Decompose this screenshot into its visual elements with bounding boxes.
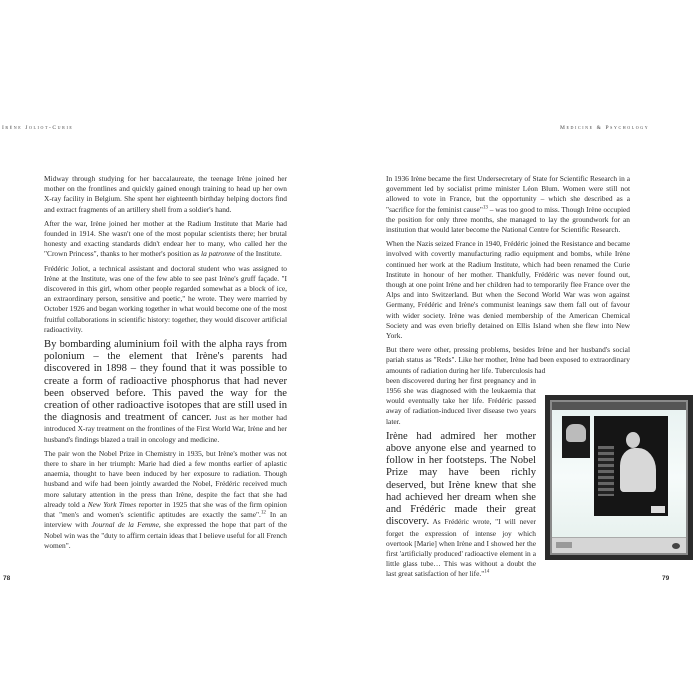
footnote-ref: 14 (484, 569, 490, 575)
lightbox-base (552, 537, 686, 553)
italic-title: New York Times (87, 499, 137, 509)
lightbox-top-bar (552, 402, 686, 410)
page-number-right: 79 (662, 575, 670, 582)
lightbox-label (556, 542, 572, 548)
paragraph-text: In an interview with (44, 510, 288, 530)
pull-quote (386, 431, 536, 580)
footnote-ref: 12 (260, 510, 266, 516)
left-page-column (44, 174, 287, 555)
figure-head-shape (626, 432, 640, 448)
paragraph (44, 449, 287, 551)
film-tag (651, 506, 665, 513)
paragraph-text: After the war, Irène joined her mother at the Radium Institute that Marie had founded in 1914. She wasn't one of the most popular scientists there; her brutal honesty and exacting standards didn't endear her to many, who called her the "Crown Princess", thanks to her mother's position as (44, 218, 287, 259)
pull-quote-text: By bombarding aluminium foil with the alpha rays from polonium – the element that Irène's parents had discovered in 1898 – they found that it was possible to create a form of radioactive phosphorus that had never been observed before. This paved the way for the creation of other radioactive isotopes that are still used in the diagnosis and treatment of cancer. (44, 339, 287, 424)
pull-quote-text: Irène had admired her mother above anyone else and yearned to follow in her footsteps. The Nobel Prize may have been richly deserved, but Irène knew that she had achieved her dream when she and Frédéric made their great discovery. (386, 430, 536, 528)
paragraph-text: reporter in 1925 that she was of the firm opinion that "men's and women's scientific aptitudes are exactly the same". (44, 499, 287, 520)
paragraph: Frédéric Joliot, a technical assistant and doctoral student who was assigned to Irène at the Institute, was one of the few able to see past Irène's gruff façade. "I discovered in this girl, whom other people regarded somewhat as a block of ice, an extraordinary person, sensitive and poetic," he wrote. They were married by October 1926 and began working together in what would become one of the most fruitful collaborations in scientific history: together, they would discover artificial radioactivity. (44, 263, 287, 334)
main-xray-film (594, 416, 668, 516)
running-head-right: Medicine & Psychology (560, 125, 650, 131)
paragraph: Midway through studying for her baccalaureate, the teenage Irène joined her mother on the frontlines and quickly gained enough training to head up her own X-ray facility in Belgium. She spent her eighteenth birthday helping doctors find and extract fragments of an artillery shell from a soldier's hand. (44, 174, 287, 214)
paragraph-text: The pair won the Nobel Prize in Chemistry in 1935, but Irène's mother was not there to share in her triumph: Marie had died a few months earlier of aplastic anaemia, thought to have been induced by her exposure to radiation. Though husband and wife had been jointly awarded the Nobel, Frédéric received much more salutary attention in the press than Irène, despite the fact that she had already told a (44, 448, 287, 509)
paragraph-text: In 1936 Irène became the first Undersecretary of State for Scientific Research in a government led by socialist prime minister Léon Blum. Women were still not allowed to vote in France, but the opportunity – which she described as a "sacrifice for the feminist cause" (386, 174, 630, 214)
paragraph-narrow: been discovered during her first pregnancy and in 1956 she was diagnosed with the leukaemia that would eventually take her life. Frédéric passed away of radiation-induced liver disease two years later. (386, 375, 536, 426)
paragraph (386, 174, 630, 235)
paragraph (44, 219, 287, 260)
footnote-ref: 13 (482, 205, 488, 211)
paragraph-text: – was too good to miss. Though Irène occupied the position for only three months, she managed to lay the groundwork for an institution that would later become the National Centre for Scientific Research. (386, 204, 630, 235)
italic-term: la patronne (201, 249, 236, 259)
paragraph-text: As Frédéric wrote, (429, 517, 492, 527)
paragraph: When the Nazis seized France in 1940, Frédéric joined the Resistance and became involved with covertly manufacturing radio equipment and bombs, while Irène continued her work at the Radium Institute, which had been renamed the Curie Institute in honour of her mother. Thankfully, Frédéric was never found out, though at one point Irène and her children had to temporarily flee France over the Alps and into Switzerland. But when the Second World War was won against Germany, Frédéric and Irène's communist leanings saw them fall out of favour with wider society. Irène was denied membership of the American Chemical Society and was even briefly detained on Ellis Island when she flew into New York. (386, 239, 630, 341)
lightbox-photo (545, 395, 693, 560)
lab-shelf-shape (598, 446, 614, 496)
lightbox-knob-icon (672, 543, 680, 549)
lightbox-frame (550, 400, 688, 555)
paragraph-text: Just as her mother had introduced X-ray treatment on the frontlines of the First World War, Irène and her husband's findings blazed a trail in oncology and medicine. (44, 413, 287, 444)
paragraph-text: , she expressed the hope that part of the Nobel win was the "duty to affirm certain ideas that I believe useful for all French women". (44, 520, 288, 550)
paragraph-text: of the Institute. (235, 249, 282, 259)
running-head-left: Irène Joliot-Curie (2, 125, 74, 131)
small-xray-film (562, 416, 590, 458)
paragraph: But there were other, pressing problems, besides Irène and her husband's social pariah status as "Reds". Like her mother, Irène had been exposed to extraordinary amounts of radiation during her life. Tuberculosis had (386, 345, 630, 375)
page-number-left: 78 (3, 575, 11, 582)
italic-title: Journal de la Femme (91, 520, 159, 530)
figure-shape (566, 424, 586, 442)
pull-quote (44, 339, 287, 445)
figure-body-shape (620, 448, 656, 492)
quotation: "I will never forget the expression of intense joy which overtook [Marie] when Irène and I showed her the first 'artificially produced' radioactive element in a little glass tube… This was without a doubt the last great satisfaction of her life." (386, 517, 536, 579)
